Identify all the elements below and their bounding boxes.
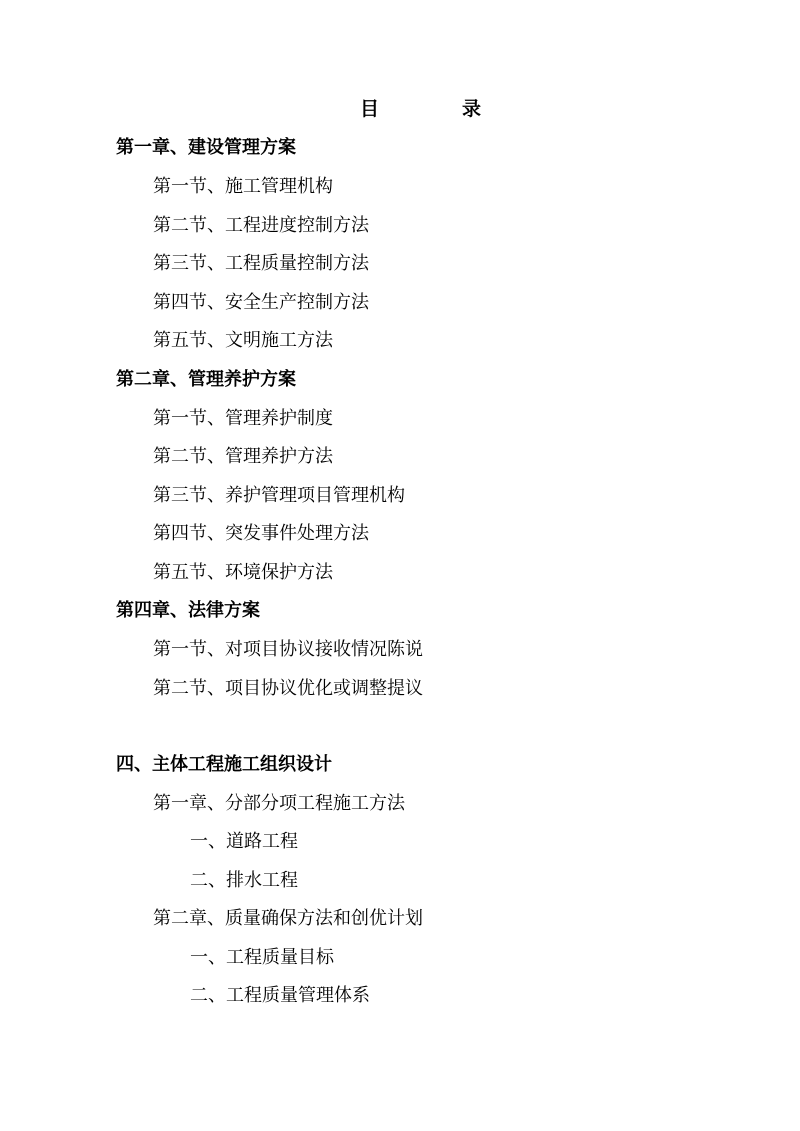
toc-title-right: 录 — [462, 98, 482, 120]
toc-part[interactable]: 四、主体工程施工组织设计 — [116, 754, 332, 775]
toc-section[interactable]: 第四节、安全生产控制方法 — [153, 292, 369, 313]
toc-section[interactable]: 第二节、管理养护方法 — [153, 446, 333, 467]
toc-section[interactable]: 第二节、项目协议优化或调整提议 — [153, 678, 423, 699]
toc-section[interactable]: 第三节、工程质量控制方法 — [153, 253, 369, 274]
toc-chapter[interactable]: 第二章、质量确保方法和创优计划 — [153, 908, 423, 929]
toc-title-left: 目 — [360, 98, 380, 120]
toc-subsection[interactable]: 二、工程质量管理体系 — [190, 985, 370, 1006]
toc-subsection[interactable]: 一、工程质量目标 — [190, 947, 334, 968]
toc-chapter[interactable]: 第二章、管理养护方案 — [116, 369, 296, 390]
toc-section[interactable]: 第一节、施工管理机构 — [153, 176, 333, 197]
toc-chapter[interactable]: 第一章、分部分项工程施工方法 — [153, 793, 405, 814]
toc-subsection[interactable]: 一、道路工程 — [190, 831, 298, 852]
toc-section[interactable]: 第一节、对项目协议接收情况陈说 — [153, 639, 423, 660]
toc-chapter[interactable]: 第一章、建设管理方案 — [116, 137, 296, 158]
toc-section[interactable]: 第五节、环境保护方法 — [153, 562, 333, 583]
toc-title — [0, 95, 800, 123]
toc-chapter[interactable]: 第四章、法律方案 — [116, 600, 260, 621]
toc-section[interactable]: 第三节、养护管理项目管理机构 — [153, 485, 405, 506]
toc-subsection[interactable]: 二、排水工程 — [190, 870, 298, 891]
toc-section[interactable]: 第二节、工程进度控制方法 — [153, 215, 369, 236]
toc-section[interactable]: 第五节、文明施工方法 — [153, 330, 333, 351]
toc-section[interactable]: 第四节、突发事件处理方法 — [153, 523, 369, 544]
toc-section[interactable]: 第一节、管理养护制度 — [153, 408, 333, 429]
